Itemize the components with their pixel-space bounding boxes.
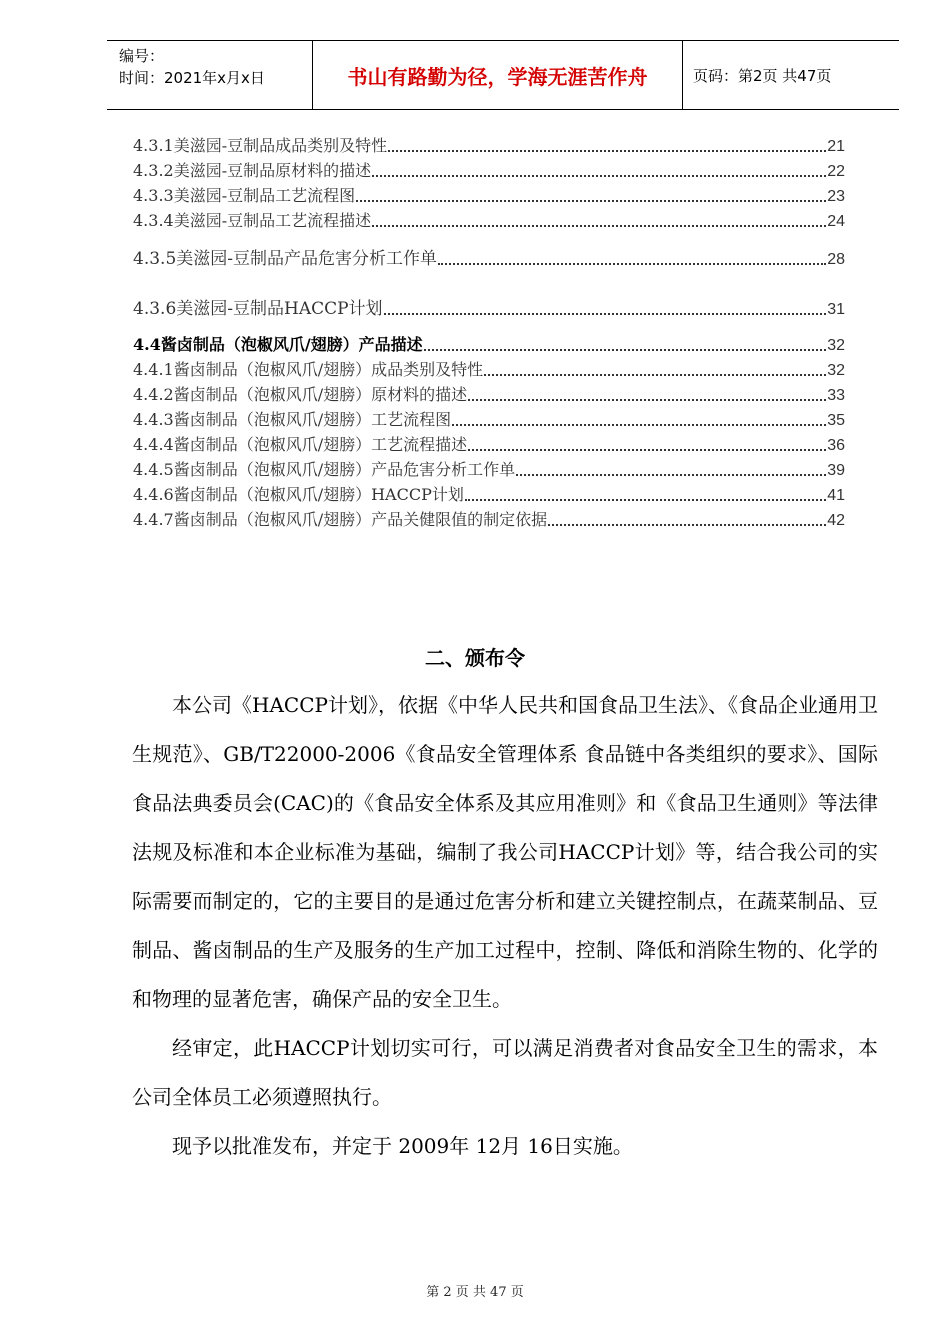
- toc-entry-label: 4.3.4美滋园-豆制品工艺流程描述: [133, 211, 372, 230]
- decree-body: [132, 681, 878, 1171]
- toc-leader: [468, 448, 826, 451]
- toc-entry-label: 4.4.2酱卤制品（泡椒风爪/翅膀）原材料的描述: [133, 385, 468, 404]
- toc-leader: [484, 373, 826, 376]
- toc-entry[interactable]: [133, 356, 845, 380]
- decree-paragraph: 现予以批准发布，并定于 2009年 12月 16日实施。: [172, 1134, 633, 1158]
- header-meta: [107, 41, 312, 109]
- toc-entry-label: 4.3.6美滋园-豆制品HACCP计划: [133, 299, 383, 319]
- toc-entry-page: 21: [827, 138, 845, 155]
- toc-entry-page: 24: [827, 213, 845, 230]
- page-footer: 第 2 页 共 47 页: [426, 1285, 524, 1300]
- toc-entry-page: 22: [827, 163, 845, 180]
- toc-leader: [424, 348, 827, 351]
- toc-entry-label: 4.4.3酱卤制品（泡椒风爪/翅膀）工艺流程图: [133, 410, 452, 429]
- header-motto: 书山有路勤为径，学海无涯苦作舟: [312, 41, 683, 109]
- number-label: 编号：: [119, 47, 165, 65]
- toc-entry[interactable]: [133, 506, 845, 530]
- toc-entry-page: 32: [827, 362, 845, 379]
- toc-entry-label: 4.4.6酱卤制品（泡椒风爪/翅膀）HACCP计划: [133, 485, 464, 504]
- toc-entry[interactable]: [133, 157, 845, 181]
- toc-entry-label: 4.4酱卤制品（泡椒风爪/翅膀）产品描述: [133, 335, 423, 354]
- toc-leader: [384, 312, 827, 315]
- toc-entry[interactable]: [133, 132, 845, 156]
- toc-entry-section[interactable]: [133, 331, 845, 355]
- toc-entry-page: 39: [827, 462, 845, 479]
- toc-entry-page: 36: [827, 437, 845, 454]
- toc-leader: [516, 473, 826, 476]
- toc-entry-page: 32: [827, 337, 845, 354]
- toc-entry-label: 4.4.7酱卤制品（泡椒风爪/翅膀）产品关健限值的制定依据: [133, 510, 548, 529]
- toc-entry-page: 41: [827, 487, 845, 504]
- header-page-info: 页码：第2页 共47页: [693, 66, 832, 85]
- toc-entry[interactable]: [133, 456, 845, 480]
- toc-leader: [468, 398, 826, 401]
- toc-entry[interactable]: [133, 245, 845, 269]
- toc-entry[interactable]: [133, 381, 845, 405]
- toc-leader: [438, 262, 826, 265]
- toc-entry[interactable]: [133, 182, 845, 206]
- toc-entry[interactable]: [133, 295, 845, 319]
- toc-leader: [356, 199, 826, 202]
- decree-paragraph: 经审定，此HACCP计划切实可行，可以满足消费者对食品安全卫生的需求，本公司全体员工必须遵照执行。: [132, 1036, 878, 1109]
- toc-entry-page: 33: [827, 387, 845, 404]
- toc-leader: [452, 423, 826, 426]
- toc-entry[interactable]: [133, 431, 845, 455]
- toc-entry-page: 31: [827, 301, 845, 318]
- toc-leader: [388, 149, 826, 152]
- toc-entry-page: 28: [827, 251, 845, 268]
- toc-entry-label: 4.3.3美滋园-豆制品工艺流程图: [133, 186, 356, 205]
- section-title: 二、颁布令: [425, 646, 525, 670]
- page-header: [107, 40, 899, 110]
- toc-entry-label: 4.3.2美滋园-豆制品原材料的描述: [133, 161, 372, 180]
- time-label: 时间：2021年x月x日: [119, 69, 265, 87]
- toc-leader: [465, 498, 826, 501]
- toc-entry-page: 35: [827, 412, 845, 429]
- toc-entry-label: 4.3.1美滋园-豆制品成品类别及特性: [133, 136, 388, 155]
- toc-leader: [372, 174, 826, 177]
- toc-entry-label: 4.4.1酱卤制品（泡椒风爪/翅膀）成品类别及特性: [133, 360, 484, 379]
- toc-entry[interactable]: [133, 207, 845, 231]
- toc-entry-page: 42: [827, 512, 845, 529]
- toc-entry[interactable]: [133, 406, 845, 430]
- toc-entry[interactable]: [133, 481, 845, 505]
- toc-entry-page: 23: [827, 188, 845, 205]
- toc-entry-label: 4.4.5酱卤制品（泡椒风爪/翅膀）产品危害分析工作单: [133, 460, 516, 479]
- toc-entry-label: 4.4.4酱卤制品（泡椒风爪/翅膀）工艺流程描述: [133, 435, 468, 454]
- toc-leader: [372, 224, 826, 227]
- toc-entry-label: 4.3.5美滋园-豆制品产品危害分析工作单: [133, 249, 437, 269]
- decree-paragraph: 本公司《HACCP计划》，依据《中华人民共和国食品卫生法》、《食品企业通用卫生规范》、GB/T22000-2006《食品安全管理体系 食品链中各类组织的要求》、国际食品法典委员会(CAC)的《食品安全体系及其应用准则》和《食品卫生通则》等法律法规及标准和本企业标准为基础，编制了我公司HACCP计划》等，结合我公司的实际需要而制定的，它的主要目的是通过危害分析和建立关键控制点，在蔬菜制品、豆制品、酱卤制品的生产及服务的生产加工过程中，控制、降低和消除生物的、化学的和物理的显著危害，确保产品的安全卫生。: [132, 693, 878, 1011]
- toc-leader: [548, 523, 826, 526]
